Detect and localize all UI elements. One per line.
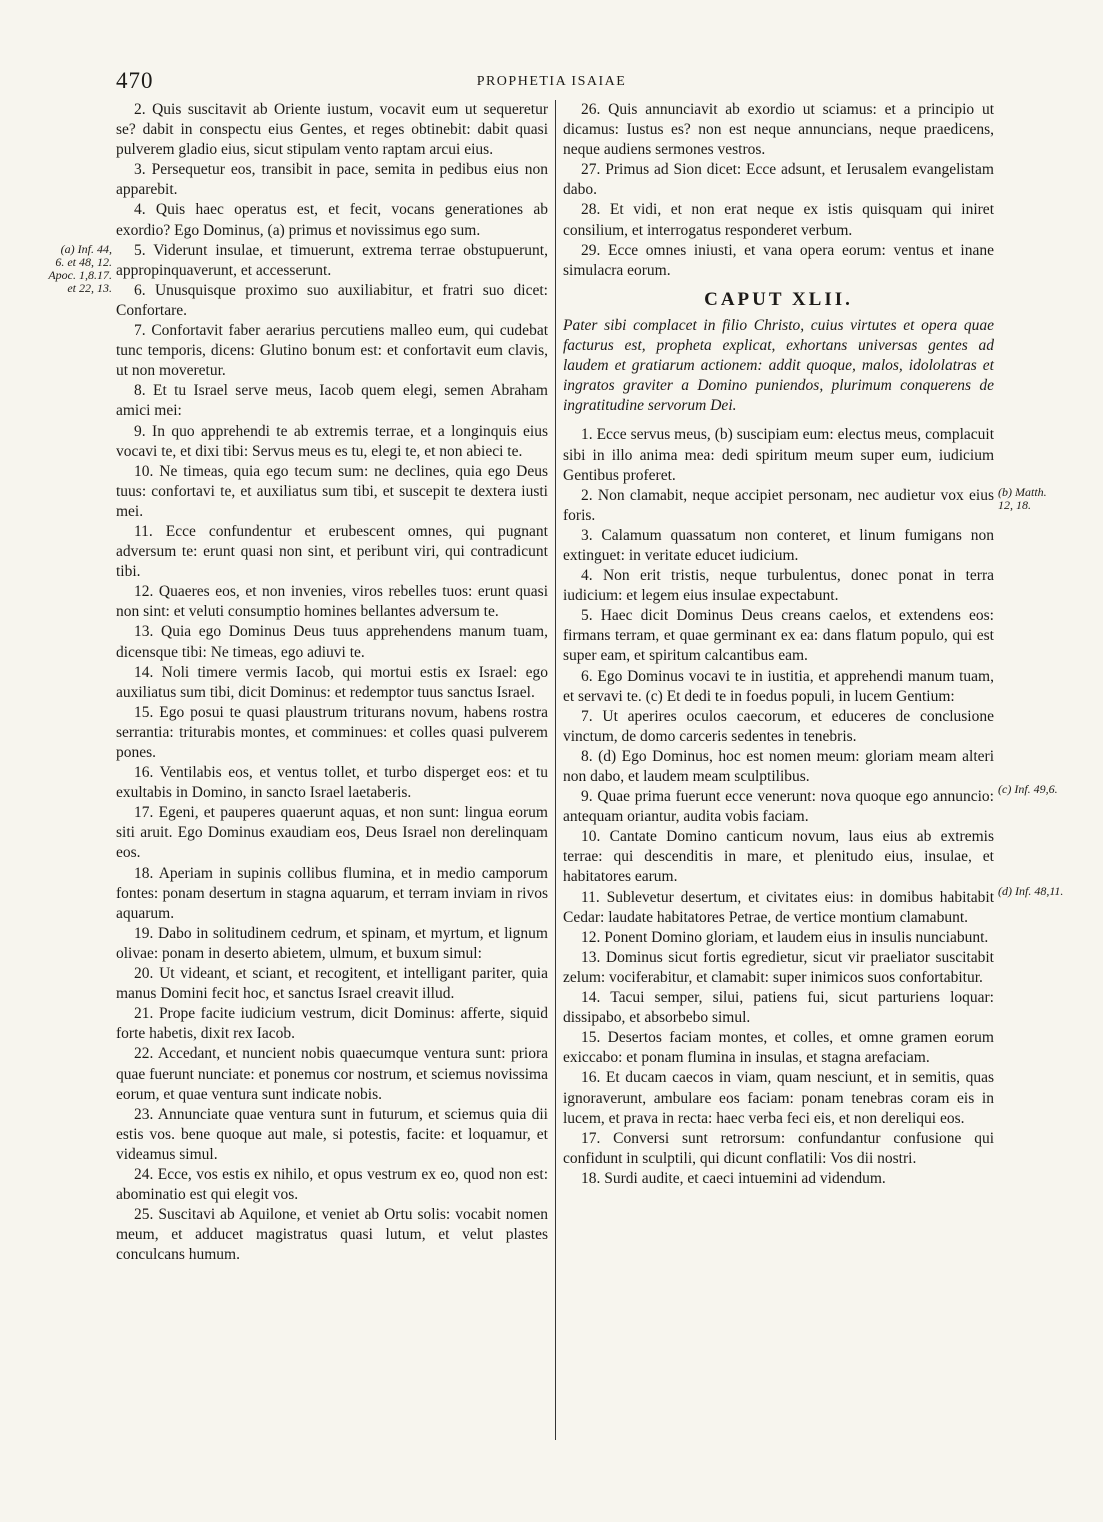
verse: 29. Ecce omnes iniusti, et vana opera eorum: ventus et inane simulacra eorum. <box>563 241 994 279</box>
verse: 5. Viderunt insulae, et timuerunt, extrema terrae obstupuerunt, appropinquaverunt, et accesserunt. <box>116 241 548 279</box>
margin-note-d: (d) Inf. 48,11. <box>998 884 1064 898</box>
verse: 28. Et vidi, et non erat neque ex istis quisquam qui iniret consilium, et interrogatus responderet verbum. <box>563 201 994 239</box>
verse: 3. Persequetur eos, transibit in pace, semita in pedibus eius non apparebit. <box>116 161 548 199</box>
verse: 9. Quae prima fuerunt ecce venerunt: nova quoque ego annuncio: antequam oriantur, audita vobis faciam. <box>563 788 994 826</box>
verse: 17. Conversi sunt retrorsum: confundantur confusione qui confidunt in sculptili, qui dicunt conflatili: Vos dii nostri. <box>563 1129 994 1167</box>
right-column <box>563 100 994 1189</box>
verse: 22. Accedant, et nuncient nobis quaecumque ventura sunt: priora quae fuerunt nunciate: et ponemus cor nostrum, et sciemus novissima eorum, et quae ventura sunt indicate nobis. <box>116 1045 548 1103</box>
verse: 16. Et ducam caecos in viam, quam nesciunt, et in semitis, quas ignoraverunt, ambulare eos faciam: ponam tenebras coram eis in lucem, et prava in recta: haec verba feci eis, et non dereliqui eos. <box>563 1069 994 1127</box>
verse: 19. Dabo in solitudinem cedrum, et spinam, et myrtum, et lignum olivae: ponam in deserto abietem, ulmum, et buxum simul: <box>116 924 548 962</box>
chapter-heading: CAPUT XLII. <box>704 288 853 310</box>
margin-note-line: et 22, 13. <box>67 281 112 295</box>
verse: 12. Quaeres eos, et non invenies, viros rebelles tuos: erunt quasi non sint: et veluti consumptio homines bellantes adversum te. <box>116 583 548 621</box>
verse: 1. Ecce servus meus, (b) suscipiam eum: electus meus, complacuit sibi in illo anima mea: dedi spiritum meum super eum, iudicium Gentibus proferet. <box>563 426 994 484</box>
margin-note-line: 6. et 48, 12. <box>55 255 112 269</box>
verse: 16. Ventilabis eos, et ventus tollet, et turbo disperget eos: et tu exultabis in Domino, in sancto Israel laetaberis. <box>116 764 548 802</box>
verse: 18. Aperiam in supinis collibus flumina, et in medio camporum fontes: ponam desertum in stagna aquarum, et terram inviam in rivos aquarum. <box>116 864 548 922</box>
verse: 5. Haec dicit Dominus Deus creans caelos, et extendens eos: firmans terram, et quae germinant ex ea: dans flatum populo, qui est super eam, et spiritum calcantibus eam. <box>563 607 994 665</box>
verse: 7. Ut aperires oculos caecorum, et educeres de conclusione vinctum, de domo carceris sedentes in tenebris. <box>563 707 994 745</box>
verse: 4. Non erit tristis, neque turbulentus, donec ponat in terra iudicium: et legem eius insulae expectabunt. <box>563 567 994 605</box>
margin-note-b <box>998 486 1100 512</box>
verse: 23. Annunciate quae ventura sunt in futurum, et sciemus quia dii estis vos. bene quoque aut male, si potestis, facite: et loquamur, et videamus simul. <box>116 1105 548 1163</box>
chapter-summary: Pater sibi complacet in filio Christo, cuius virtutes et opera quae facturus est, propheta explicat, exhortans universas gentes ad laudem et gratiarum actionem: addit quoque, malos, idololatras et ingratos graviter a Domino puniendos, plurimum conquerens de ingratitudine servorum Dei. <box>563 316 994 415</box>
margin-note-line: (a) Inf. 44, <box>60 242 112 256</box>
verse: 8. (d) Ego Dominus, hoc est nomen meum: gloriam meam alteri non dabo, et laudem meam sculptilibus. <box>563 747 994 785</box>
verse: 26. Quis annunciavit ab exordio ut sciamus: et a principio ut dicamus: Iustus es? non est neque annuncians, neque praedicens, neque audiens sermones vestros. <box>563 101 994 159</box>
verse: 9. In quo apprehendi te ab extremis terrae, et a longinquis eius vocavi te, et dixi tibi: Servus meus es tu, elegi te, et non abieci te. <box>116 422 548 460</box>
verse: 15. Desertos faciam montes, et colles, et omne gramen eorum exiccabo: et ponam flumina in insulas, et stagna arefaciam. <box>563 1029 994 1067</box>
page-number: 470 <box>116 68 154 93</box>
verse: 13. Quia ego Dominus Deus tuus apprehendens manum tuam, dicensque tibi: Ne timeas, ego adiuvi te. <box>116 623 548 661</box>
verse: 21. Prope facite iudicium vestrum, dicit Dominus: afferte, siquid forte habetis, dixit rex Iacob. <box>116 1005 548 1043</box>
verse: 7. Confortavit faber aerarius percutiens malleo eum, qui cudebat tunc temporis, dicens: Glutino bonum est: et confortavit eum clavis, ut non moveretur. <box>116 322 548 380</box>
column-divider <box>555 100 556 1440</box>
verse: 25. Suscitavi ab Aquilone, et veniet ab Ortu solis: vocabit nomen meum, et adducet magistratus quasi lutum, et velut plastes conculcans humum. <box>116 1206 548 1264</box>
running-title: PROPHETIA ISAIAE <box>476 74 627 89</box>
verse: 11. Sublevetur desertum, et civitates eius: in domibus habitabit Cedar: laudate habitatores Petrae, de vertice montium clamabunt. <box>563 888 994 926</box>
verse: 27. Primus ad Sion dicet: Ecce adsunt, et Ierusalem evangelistam dabo. <box>563 161 994 199</box>
verse: 13. Dominus sicut fortis egredietur, sicut vir praeliator suscitabit zelum: vociferabitur, et clamabit: super inimicos suos confortabitur. <box>563 948 994 986</box>
verse: 2. Quis suscitavit ab Oriente iustum, vocavit eum ut sequeretur se? dabit in conspectu eius Gentes, et reges obtinebit: dabit quasi pulverem gladio eius, sicut stipulam vento raptam arcui eius. <box>116 101 548 159</box>
verse: 10. Ne timeas, quia ego tecum sum: ne declines, quia ego Deus tuus: confortavi te, et auxiliatus sum tibi, et suscepit te dextera iusti mei. <box>116 462 548 520</box>
verse: 17. Egeni, et pauperes quaerunt aquas, et non sunt: lingua eorum siti aruit. Ego Dominus exaudiam eos, Deus Israel non derelinquam eos. <box>116 804 548 862</box>
verse: 18. Surdi audite, et caeci intuemini ad videndum. <box>581 1169 886 1187</box>
left-column <box>116 100 548 1265</box>
verse: 6. Unusquisque proximo suo auxiliabitur, et fratri suo dicet: Confortare. <box>116 281 548 319</box>
verse: 11. Ecce confundentur et erubescent omnes, qui pugnant adversum te: erunt quasi non sint, et peribunt viri, qui contradicunt tibi. <box>116 522 548 581</box>
verse: 3. Calamum quassatum non conteret, et linum fumigans non extinguet: in veritate educet iudicium. <box>563 526 994 564</box>
margin-note-line: 12, 18. <box>998 498 1031 512</box>
margin-note-line: Apoc. 1,8.17. <box>48 268 112 282</box>
verse: 8. Et tu Israel serve meus, Iacob quem elegi, semen Abraham amici mei: <box>116 382 548 420</box>
verse: 14. Tacui semper, silui, patiens fui, sicut parturiens loquar: dissipabo, et absorbebo simul. <box>563 989 994 1027</box>
verse: 14. Noli timere vermis Iacob, qui mortui estis ex Israel: ego auxiliatus sum tibi, dicit Dominus: et redemptor tuus sanctus Israel. <box>116 663 548 701</box>
verse: 15. Ego posui te quasi plaustrum triturans novum, habens rostra serrantia: triturabis montes, et comminues: et colles quasi pulverem pones. <box>116 703 548 761</box>
verse: 6. Ego Dominus vocavi te in iustitia, et apprehendi manum tuam, et servavi te. (c) Et dedi te in foedus populi, in lucem Gentium: <box>563 667 994 705</box>
verse: 4. Quis haec operatus est, et fecit, vocans generationes ab exordio? Ego Dominus, (a) primus et novissimus ego sum. <box>116 201 548 239</box>
verse: 24. Ecce, vos estis ex nihilo, et opus vestrum ex eo, quod non est: abominatio est qui elegit vos. <box>116 1165 548 1204</box>
verse: 20. Ut videant, et sciant, et recogitent, et intelligant pariter, quia manus Domini fecit hoc, et sanctus Israel creavit illud. <box>116 965 548 1003</box>
verse: 10. Cantate Domino canticum novum, laus eius ab extremis terrae: qui descenditis in mare, et plenitudo eius, insulae, et habitatores earum. <box>563 828 994 886</box>
margin-note-c: (c) Inf. 49,6. <box>998 782 1058 796</box>
margin-note-a <box>26 243 112 295</box>
margin-note-line: (b) Matth. <box>998 485 1047 499</box>
verse: 12. Ponent Domino gloriam, et laudem eius in insulis nunciabunt. <box>581 928 989 946</box>
verse: 2. Non clamabit, neque accipiet personam, nec audietur vox eius foris. <box>563 486 994 524</box>
